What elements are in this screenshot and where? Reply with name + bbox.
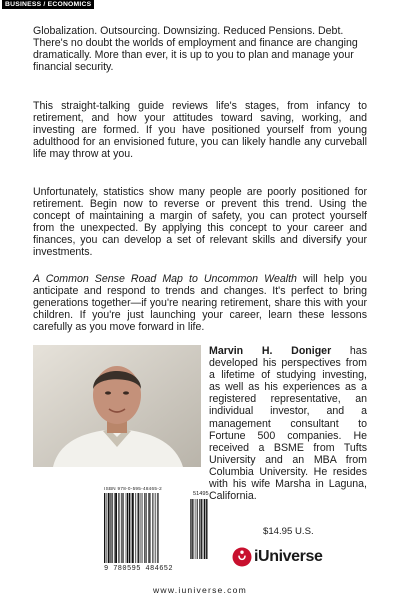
author-bio-text: has developed his perspectives from a lifetime of studying investing, as well as his experiences as a registered representative, an individual investor, and a management consultant to Fortune 500 companies. He received a BSME from Tufts University and an MBA from Columbia University. He resides with his wife Marsha in Laguna, California. [209, 345, 367, 503]
barcode-bars [104, 493, 214, 565]
price-label: $14.95 U.S. [263, 526, 314, 537]
book-title-italic: A Common Sense Road Map to Uncommon Wealth [33, 273, 297, 285]
back-cover-paragraph-4 [33, 273, 367, 333]
isbn-digits: 9 780595 484652 [104, 565, 174, 573]
isbn-barcode [104, 486, 214, 582]
author-photo [33, 345, 201, 467]
back-cover-paragraph-2: This straight-talking guide reviews life's stages, from infancy to retirement, and how your attitudes toward saving, working, and investing are formed. If you have positioned yourself from young adulthood for an envisioned future, you can likely handle any curveball life may throw at you. [33, 100, 367, 161]
category-label: BUSINESS / ECONOMICS [2, 0, 94, 9]
price-code: 51495 [193, 491, 209, 497]
author-photo-image [33, 345, 201, 467]
publisher-website: www.iuniverse.com [153, 585, 247, 595]
author-name: Marvin H. Doniger [209, 345, 332, 357]
author-bio [209, 345, 367, 502]
iuniverse-logo-icon [232, 547, 252, 567]
back-cover-paragraph-1: Globalization. Outsourcing. Downsizing. Reduced Pensions. Debt. There's no doubt the worlds of employment and finance are changing dramatically. More than ever, it is up to you to plan and manage your financial security. [33, 25, 358, 74]
publisher-logo [232, 545, 342, 569]
isbn-label: ISBN 978-0-595-48465-2 [104, 486, 162, 491]
publisher-name: iUniverse [254, 548, 323, 565]
back-cover-paragraph-3: Unfortunately, statistics show many people are poorly positioned for retirement. Begin now to reverse or prevent this trend. Using the concept of maintaining a margin of safety, you can protect yourself from the unexpected. By applying this concept to your career and finances, you can develop a set of relevant skills and diversify your investments. [33, 186, 367, 259]
paragraph-4-text: will help you anticipate and respond to trends and changes. It's perfect to bring generations together—if you're nearing retirement, share this with your children. If you're just launching your career, learn these lessons carefully as you move forward in life. [33, 273, 367, 334]
